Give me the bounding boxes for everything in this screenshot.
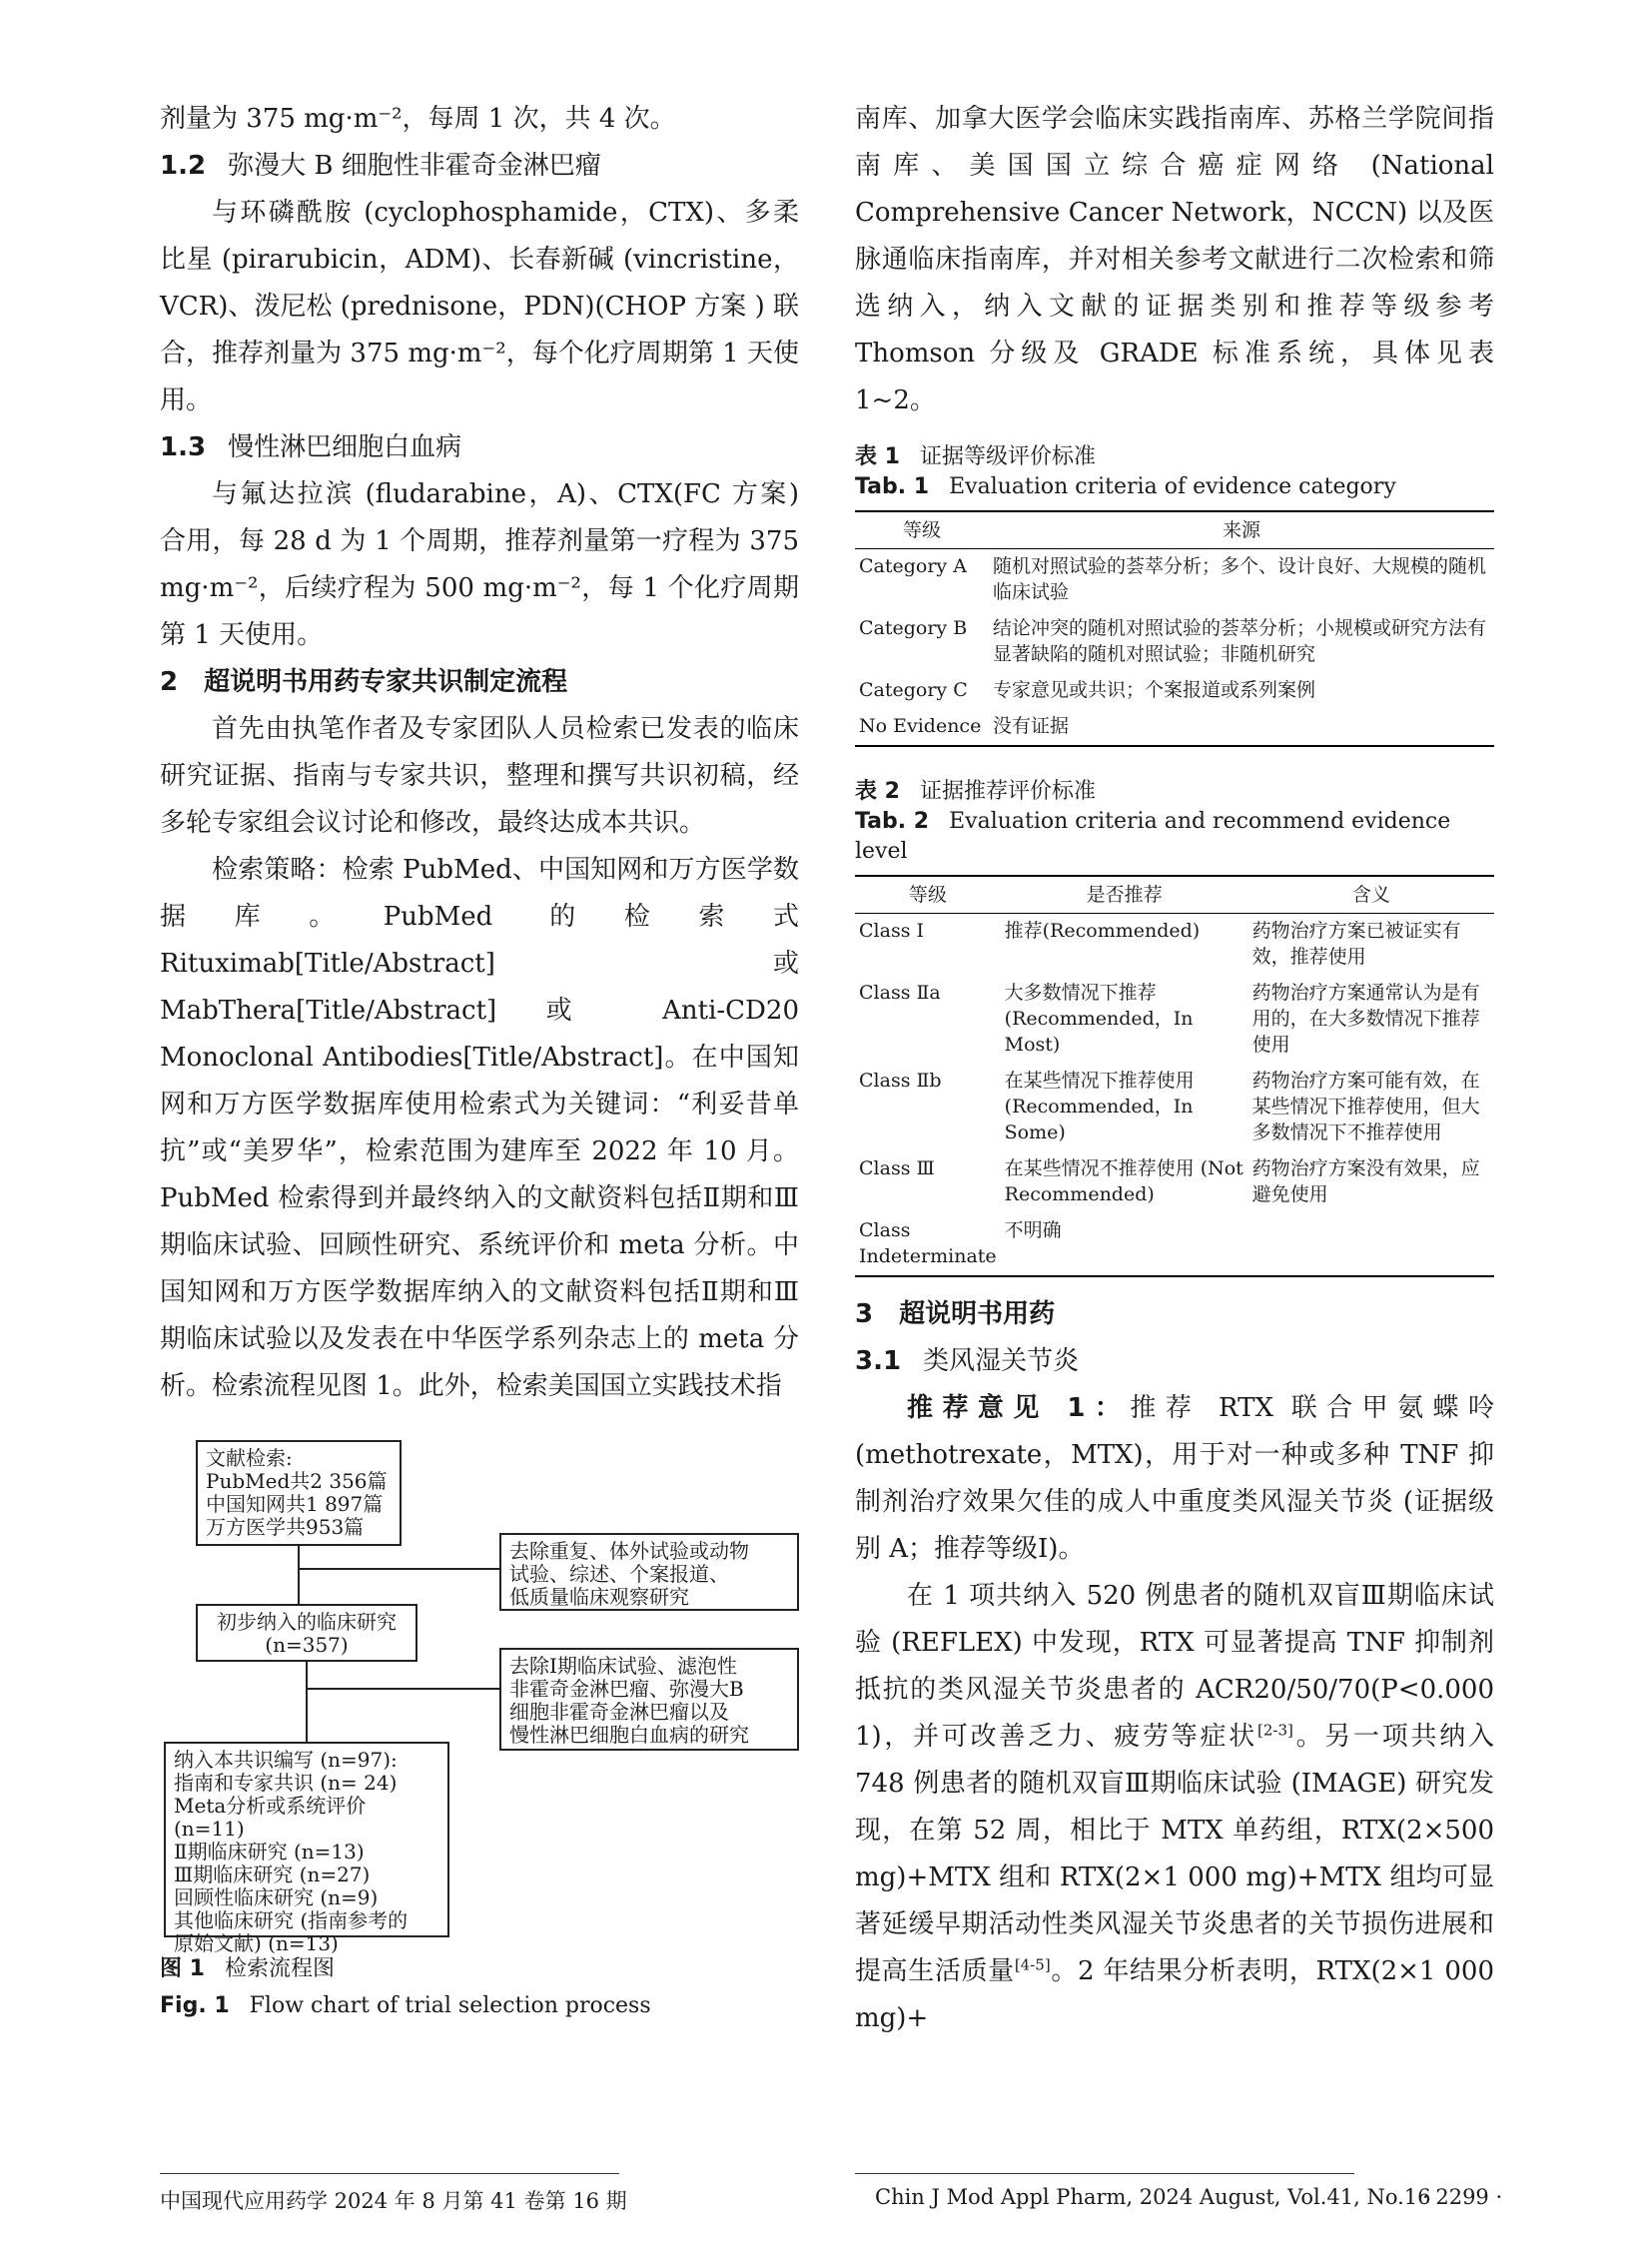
table-row: Category A 随机对照试验的荟萃分析；多个、设计良好、大规模的随机临床试验 xyxy=(859,555,1487,603)
paragraph: 与环磷酰胺 (cyclophosphamide，CTX)、多柔比星 (pirarubicin，ADM)、长春新碱 (vincristine，VCR)、泼尼松 (prednisone，PDN)(CHOP 方案 ) 联合，推荐剂量为 375 mg·m⁻²，每个化疗周期第 1 天使用。 xyxy=(160,198,799,415)
footer-journal-cn: 中国现代应用药学 2024 年 8 月第 41 卷第 16 期 xyxy=(160,2189,627,2213)
citation: [4-5] xyxy=(1014,1955,1051,1974)
recommendation-paragraph: 推荐意见 1：推荐 RTX 联合甲氨蝶呤 (methotrexate，MTX)，用于对一种或多种 TNF 抑制剂治疗效果欠佳的成人中重度类风湿关节炎 (证据级别 A；推荐等级Ⅰ)。 xyxy=(855,1393,1494,1564)
citation: [2-3] xyxy=(1256,1721,1293,1740)
footer-journal-en: Chin J Mod Appl Pharm, 2024 August, Vol.41, No.16 xyxy=(875,2185,1431,2209)
flow-box-exclude-2: 去除Ⅰ期临床试验、滤泡性 非霍奇金淋巴瘤、弥漫大B 细胞非霍奇金淋巴瘤以及 慢性淋巴细胞白血病的研究 xyxy=(499,1648,799,1751)
table-row: Class Ⅱb 在某些情况下推荐使用 (Recommended，In Some) 药物治疗方案可能有效，在某些情况下推荐使用，但大多数情况下不推荐使用 xyxy=(859,1070,1480,1143)
table-row: Class Ⅰ 推荐(Recommended) 药物治疗方案已被证实有效，推荐使用 xyxy=(859,920,1461,968)
table-1 xyxy=(855,442,1494,747)
table-row: Class Ⅲ 在某些情况不推荐使用 (Not Recommended) 药物治疗方案没有效果，应避免使用 xyxy=(859,1157,1480,1205)
table-row: Class Indeterminate 不明确 xyxy=(855,1213,1494,1276)
flow-box-search: 文献检索: PubMed共2 356篇 中国知网共1 897篇 万方医学共953篇 xyxy=(196,1440,402,1546)
flow-arrow xyxy=(306,1688,499,1690)
flow-arrow xyxy=(298,1546,300,1604)
paragraph: 与氟达拉滨 (fludarabine，A)、CTX(FC 方案) 合用，每 28 d 为 1 个周期，推荐剂量第一疗程为 375 mg·m⁻²，后续疗程为 500 mg·m⁻²，每 1 个化疗周期第 1 天使用。 xyxy=(160,479,799,650)
left-column xyxy=(160,96,799,1410)
table-2-body xyxy=(855,875,1494,1277)
table-1-body xyxy=(855,510,1494,747)
paragraph: 剂量为 375 mg·m⁻²，每周 1 次，共 4 次。 xyxy=(160,104,676,134)
table-2 xyxy=(855,777,1494,1277)
flow-box-exclude-1: 去除重复、体外试验或动物 试验、综述、个案报道、 低质量临床观察研究 xyxy=(499,1533,799,1611)
table-row: Class Ⅱa 大多数情况下推荐 (Recommended，In Most) 药物治疗方案通常认为是有用的，在大多数情况下推荐使用 xyxy=(859,982,1480,1056)
table-header: 来源 xyxy=(989,511,1494,549)
table-2-caption-en: Tab. 2 Evaluation criteria and recommend evidence level xyxy=(855,809,1451,864)
page-number: · 2299 · xyxy=(1422,2185,1503,2209)
flow-box-initial: 初步纳入的临床研究 (n=357) xyxy=(196,1604,417,1662)
paragraph: 南库、加拿大医学会临床实践指南库、苏格兰学院间指南库、美国国立综合癌症网络 (National Comprehensive Cancer Network，NCCN) 以及医脉通临床指南库，并对相关参考文献进行二次检索和筛选纳入，纳入文献的证据类别和推荐等级参考 Thomson 分级及 GRADE 标准系统，具体见表 1~2。 xyxy=(855,104,1494,415)
section-heading-1-2: 1.2 弥漫大 B 细胞性非霍奇金淋巴瘤 xyxy=(160,151,601,181)
section-heading-1-3: 1.3 慢性淋巴细胞白血病 xyxy=(160,432,462,462)
paragraph: 检索策略：检索 PubMed、中国知网和万方医学数据库。PubMed 的检索式 Rituximab[Title/Abstract] 或 MabThera[Title/Abstract] 或 Anti-CD20 Monoclonal Antibodies[Title/Abstract]。在中国知网和万方医学数据库使用检索式为关键词：“利妥昔单抗”或“美罗华”，检索范围为建库至 2022 年 10 月。PubMed 检索得到并最终纳入的文献资料包括Ⅱ期和Ⅲ期临床试验、回顾性研究、系统评价和 meta 分析。中国知网和万方医学数据库纳入的文献资料包括Ⅱ期和Ⅲ期临床试验以及发表在中华医学系列杂志上的 meta 分析。检索流程见图 1。此外，检索美国国立实践技术指 xyxy=(160,855,799,1401)
table-header: 等级 xyxy=(855,511,989,549)
flow-arrow xyxy=(306,1662,308,1742)
section-heading-2: 2 超说明书用药专家共识制定流程 xyxy=(160,667,568,697)
table-1-caption-cn: 表 1 证据等级评价标准 xyxy=(855,444,1096,469)
table-row: Category B 结论冲突的随机对照试验的荟萃分析；小规模或研究方法有显著缺陷的随机对照试验；非随机研究 xyxy=(859,617,1487,665)
paragraph: 在 1 项共纳入 520 例患者的随机双盲Ⅲ期临床试验 (REFLEX) 中发现，RTX 可显著提高 TNF 抑制剂抵抗的类风湿关节炎患者的 ACR20/50/70(P<0.000 1)，并可改善乏力、疲劳等症状[2-3]。另一项共纳入 748 例患者的随机双盲Ⅲ期临床试验 (IMAGE) 研究发现，在第 52 周，相比于 MTX 单药组，RTX(2×500 mg)+MTX 组和 RTX(2×1 000 mg)+MTX 组均可显著延缓早期活动性类风湿关节炎患者的关节损伤进展和提高生活质量[4-5]。2 年结果分析表明，RTX(2×1 000 mg)+ xyxy=(855,1581,1494,2033)
table-row: Category C 专家意见或共识；个案报道或系列案例 xyxy=(859,679,1316,701)
table-1-caption-en: Tab. 1 Evaluation criteria of evidence category xyxy=(855,474,1396,499)
table-2-caption-cn: 表 2 证据推荐评价标准 xyxy=(855,779,1096,804)
paragraph: 首先由执笔作者及专家团队人员检索已发表的临床研究证据、指南与专家共识，整理和撰写共识初稿，经多轮专家组会议讨论和修改，最终达成本共识。 xyxy=(160,714,799,838)
table-header: 等级 xyxy=(855,876,1001,914)
section-heading-3: 3 超说明书用药 xyxy=(855,1299,1056,1329)
flow-arrow xyxy=(298,1568,499,1570)
right-column xyxy=(855,96,1494,2042)
table-header: 是否推荐 xyxy=(1001,876,1248,914)
section-heading-3-1: 3.1 类风湿关节炎 xyxy=(855,1346,1080,1376)
recommendation-label: 推荐意见 1： xyxy=(907,1393,1131,1423)
table-header: 含义 xyxy=(1248,876,1494,914)
footer-rule xyxy=(160,2173,619,2174)
flow-box-included: 纳入本共识编写 (n=97): 指南和专家共识 (n= 24) Meta分析或系统评价 (n=11) Ⅱ期临床研究 (n=13) Ⅲ期临床研究 (n=27) 回顾性临床研究 (n=9) 其他临床研究 (指南参考的 原始文献) (n=13) xyxy=(164,1742,449,1937)
footer-rule xyxy=(855,2173,1354,2174)
table-row: No Evidence 没有证据 xyxy=(855,709,1494,746)
figure-caption-en: Fig. 1 Flow chart of trial selection process xyxy=(160,1993,651,2018)
figure-caption-cn: 图 1 检索流程图 xyxy=(160,1956,335,1981)
